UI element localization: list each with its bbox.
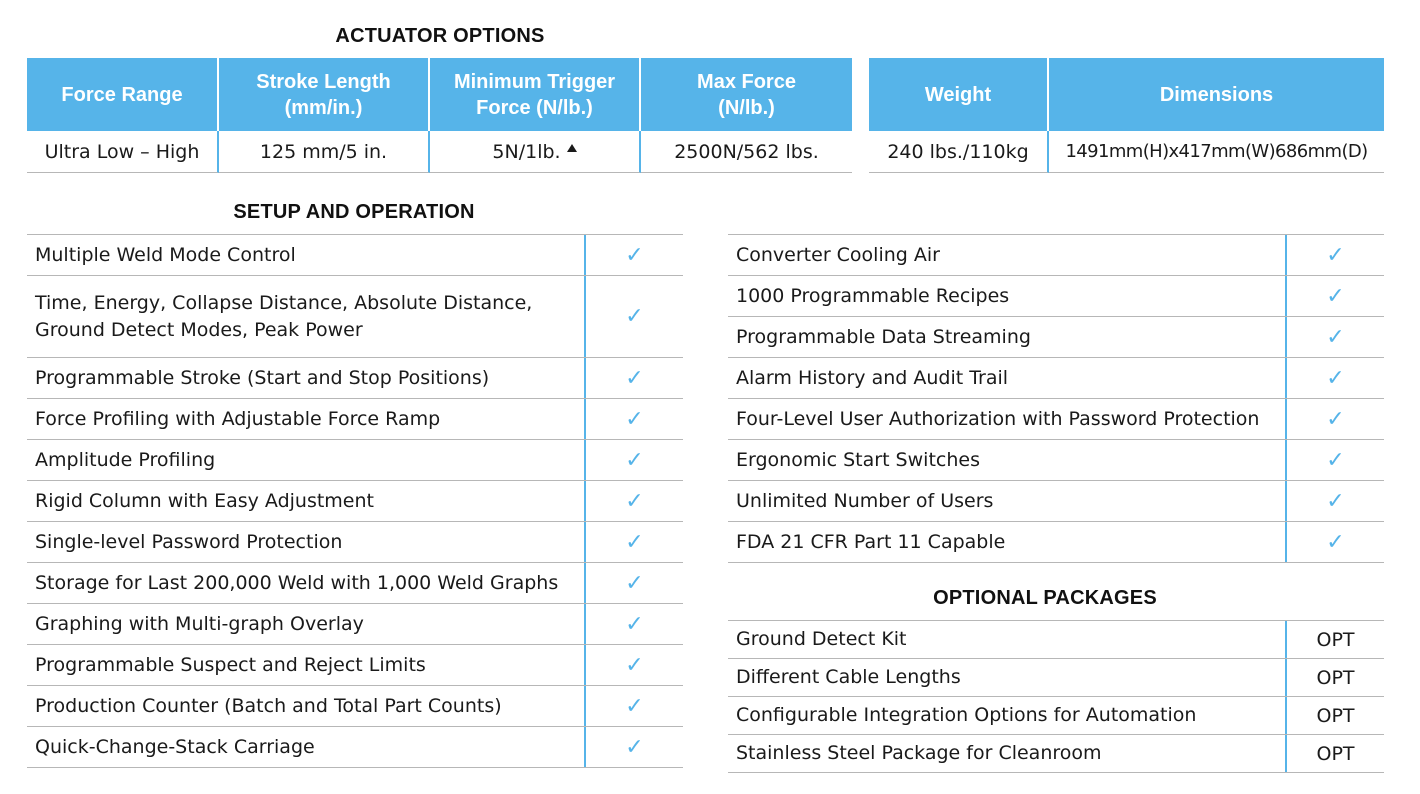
row-label: Programmable Suspect and Reject Limits (35, 653, 426, 676)
table-row (27, 604, 683, 645)
row-label: Production Counter (Batch and Total Part Counts) (35, 694, 502, 717)
checkmark-icon: ✓ (1285, 235, 1384, 275)
value-force-range: Ultra Low – High (27, 131, 219, 173)
row-label: Storage for Last 200,000 Weld with 1,000 Weld Graphs (35, 571, 559, 594)
row-label: Programmable Data Streaming (736, 325, 1031, 348)
value-dimensions: 1491mm(H)x417mm(W)686mm(D) (1049, 131, 1384, 173)
row-label: Multiple Weld Mode Control (35, 243, 296, 266)
row-label: Ergonomic Start Switches (736, 448, 980, 471)
row-label: FDA 21 CFR Part 11 Capable (736, 530, 1006, 553)
table-row (728, 659, 1384, 697)
checkmark-icon: ✓ (1285, 317, 1384, 357)
opt-label: OPT (1285, 735, 1384, 772)
table-row (728, 481, 1384, 522)
setup-right-table (728, 234, 1384, 568)
row-label: Time, Energy, Collapse Distance, Absolute Distance, Ground Detect Modes, Peak Power (35, 291, 533, 341)
value-max-force: 2500N/562 lbs. (641, 131, 852, 173)
table-row (27, 645, 683, 686)
checkmark-icon: ✓ (584, 604, 683, 644)
row-label: Amplitude Profiling (35, 448, 216, 471)
row-label: Stainless Steel Package for Cleanroom (736, 742, 1102, 764)
table-row (27, 686, 683, 727)
checkmark-icon: ✓ (584, 645, 683, 685)
checkmark-icon: ✓ (1285, 358, 1384, 398)
checkmark-icon: ✓ (1285, 440, 1384, 480)
table-row (728, 522, 1384, 563)
header-force-range: Force Range (27, 58, 219, 131)
checkmark-icon: ✓ (1285, 481, 1384, 521)
setup-left-table (27, 234, 683, 774)
actuator-options-title: ACTUATOR OPTIONS (335, 25, 545, 47)
table-row (27, 358, 683, 399)
row-label: Configurable Integration Options for Automation (736, 704, 1197, 726)
triangle-icon (567, 144, 577, 152)
checkmark-icon: ✓ (584, 727, 683, 767)
row-label: Ground Detect Kit (736, 628, 907, 650)
row-label: Four-Level User Authorization with Password Protection (736, 407, 1260, 430)
table-row (728, 358, 1384, 399)
setup-operation-title: SETUP AND OPERATION (233, 201, 475, 223)
checkmark-icon: ✓ (584, 276, 683, 357)
checkmark-icon: ✓ (584, 686, 683, 726)
table-row (27, 522, 683, 563)
table-row (728, 621, 1384, 659)
opt-label: OPT (1285, 621, 1384, 658)
checkmark-icon: ✓ (1285, 276, 1384, 316)
header-max-force: Max Force (N/lb.) (641, 58, 852, 131)
row-label: Different Cable Lengths (736, 666, 961, 688)
row-label: Rigid Column with Easy Adjustment (35, 489, 374, 512)
table-row (27, 727, 683, 768)
table-row (728, 276, 1384, 317)
row-label: Converter Cooling Air (736, 243, 940, 266)
header-min-trigger-force: Minimum Trigger Force (N/lb.) (430, 58, 641, 131)
header-stroke-length: Stroke Length (mm/in.) (219, 58, 430, 131)
header-dimensions: Dimensions (1049, 58, 1384, 131)
value-stroke-length: 125 mm/5 in. (219, 131, 430, 173)
table-row (728, 399, 1384, 440)
optional-packages-table (728, 620, 1384, 774)
value-weight: 240 lbs./110kg (869, 131, 1049, 173)
row-label: Single-level Password Protection (35, 530, 343, 553)
row-label: Graphing with Multi-graph Overlay (35, 612, 364, 635)
table-row (27, 235, 683, 276)
table-row (27, 563, 683, 604)
row-label: Programmable Stroke (Start and Stop Positions) (35, 366, 490, 389)
checkmark-icon: ✓ (584, 522, 683, 562)
row-label: Force Profiling with Adjustable Force Ramp (35, 407, 441, 430)
checkmark-icon: ✓ (584, 399, 683, 439)
checkmark-icon: ✓ (584, 440, 683, 480)
opt-label: OPT (1285, 659, 1384, 696)
table-row (27, 399, 683, 440)
table-row (728, 697, 1384, 735)
row-label: 1000 Programmable Recipes (736, 284, 1010, 307)
table-row (728, 735, 1384, 773)
row-label: Alarm History and Audit Trail (736, 366, 1009, 389)
table-row (27, 440, 683, 481)
row-label: Quick-Change-Stack Carriage (35, 735, 315, 758)
opt-label: OPT (1285, 697, 1384, 734)
checkmark-icon: ✓ (584, 358, 683, 398)
value-min-trigger-force: 5N/1lb. (430, 131, 641, 173)
checkmark-icon: ✓ (584, 481, 683, 521)
checkmark-icon: ✓ (1285, 522, 1384, 562)
optional-packages-title: OPTIONAL PACKAGES (933, 587, 1157, 609)
checkmark-icon: ✓ (584, 235, 683, 275)
table-row (728, 235, 1384, 276)
row-label: Unlimited Number of Users (736, 489, 994, 512)
table-row (728, 440, 1384, 481)
table-row (728, 317, 1384, 358)
header-weight: Weight (869, 58, 1049, 131)
checkmark-icon: ✓ (584, 563, 683, 603)
table-row (27, 481, 683, 522)
table-row (27, 276, 683, 358)
checkmark-icon: ✓ (1285, 399, 1384, 439)
